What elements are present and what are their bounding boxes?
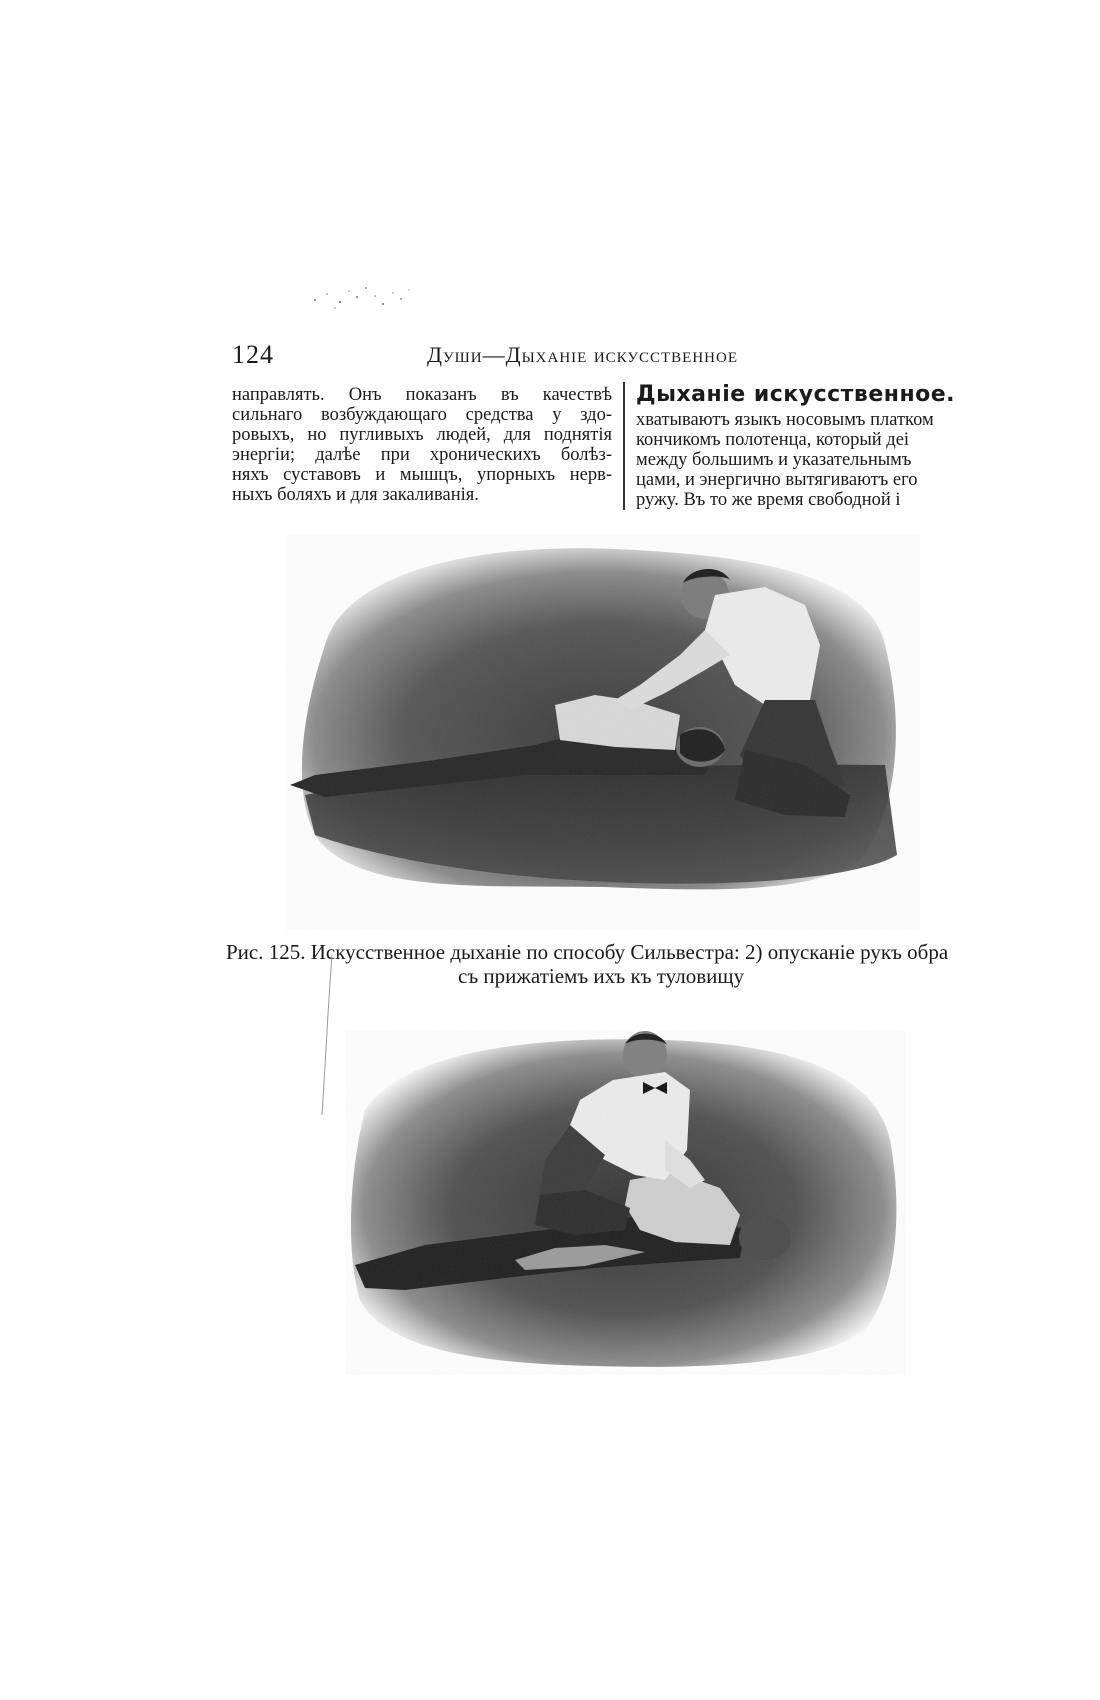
figure-1-illustration <box>285 535 920 930</box>
text-line: энергіи; далѣе при хроническихъ болѣз- <box>232 445 612 465</box>
running-title: Души—Дыханіе искусственное <box>427 342 738 367</box>
right-column-text <box>636 382 981 510</box>
page-number: 124 <box>232 340 274 369</box>
caption-line: Рис. 125. Искусственное дыханіе по способу Сильвестра: 2) опусканіе рукъ обра <box>226 940 949 964</box>
text-line: цами, и энергично вытягиваютъ его <box>636 470 918 490</box>
section-heading: Дыханіе искусственное. <box>636 382 956 407</box>
text-line: ныхъ боляхъ и для закаливанія. <box>232 485 479 505</box>
print-specks <box>305 282 425 312</box>
figure-2-illustration <box>345 1030 905 1375</box>
text-line: направлять. Онъ показанъ въ качествѣ <box>232 385 612 405</box>
figure-1-caption <box>226 940 986 988</box>
page-header <box>232 340 974 376</box>
text-line: кончикомъ полотенца, который деі <box>636 430 910 450</box>
text-line: ружу. Въ то же время свободной і <box>636 490 901 510</box>
text-line: ровыхъ, но пугливыхъ людей, для поднятія <box>232 425 612 445</box>
stray-print-mark <box>318 955 338 1115</box>
text-line: между большимъ и указательнымъ <box>636 450 912 470</box>
left-column-paragraph <box>232 385 612 505</box>
column-divider <box>623 382 625 510</box>
caption-line: съ прижатіемъ ихъ къ туловищу <box>458 964 745 988</box>
text-line: няхъ суставовъ и мышцъ, упорныхъ нерв- <box>232 465 612 485</box>
text-line: сильнаго возбуждающаго средства у здо- <box>232 405 612 425</box>
text-line: хватываютъ языкъ носовымъ платком <box>636 410 934 430</box>
left-column-text <box>232 385 612 505</box>
